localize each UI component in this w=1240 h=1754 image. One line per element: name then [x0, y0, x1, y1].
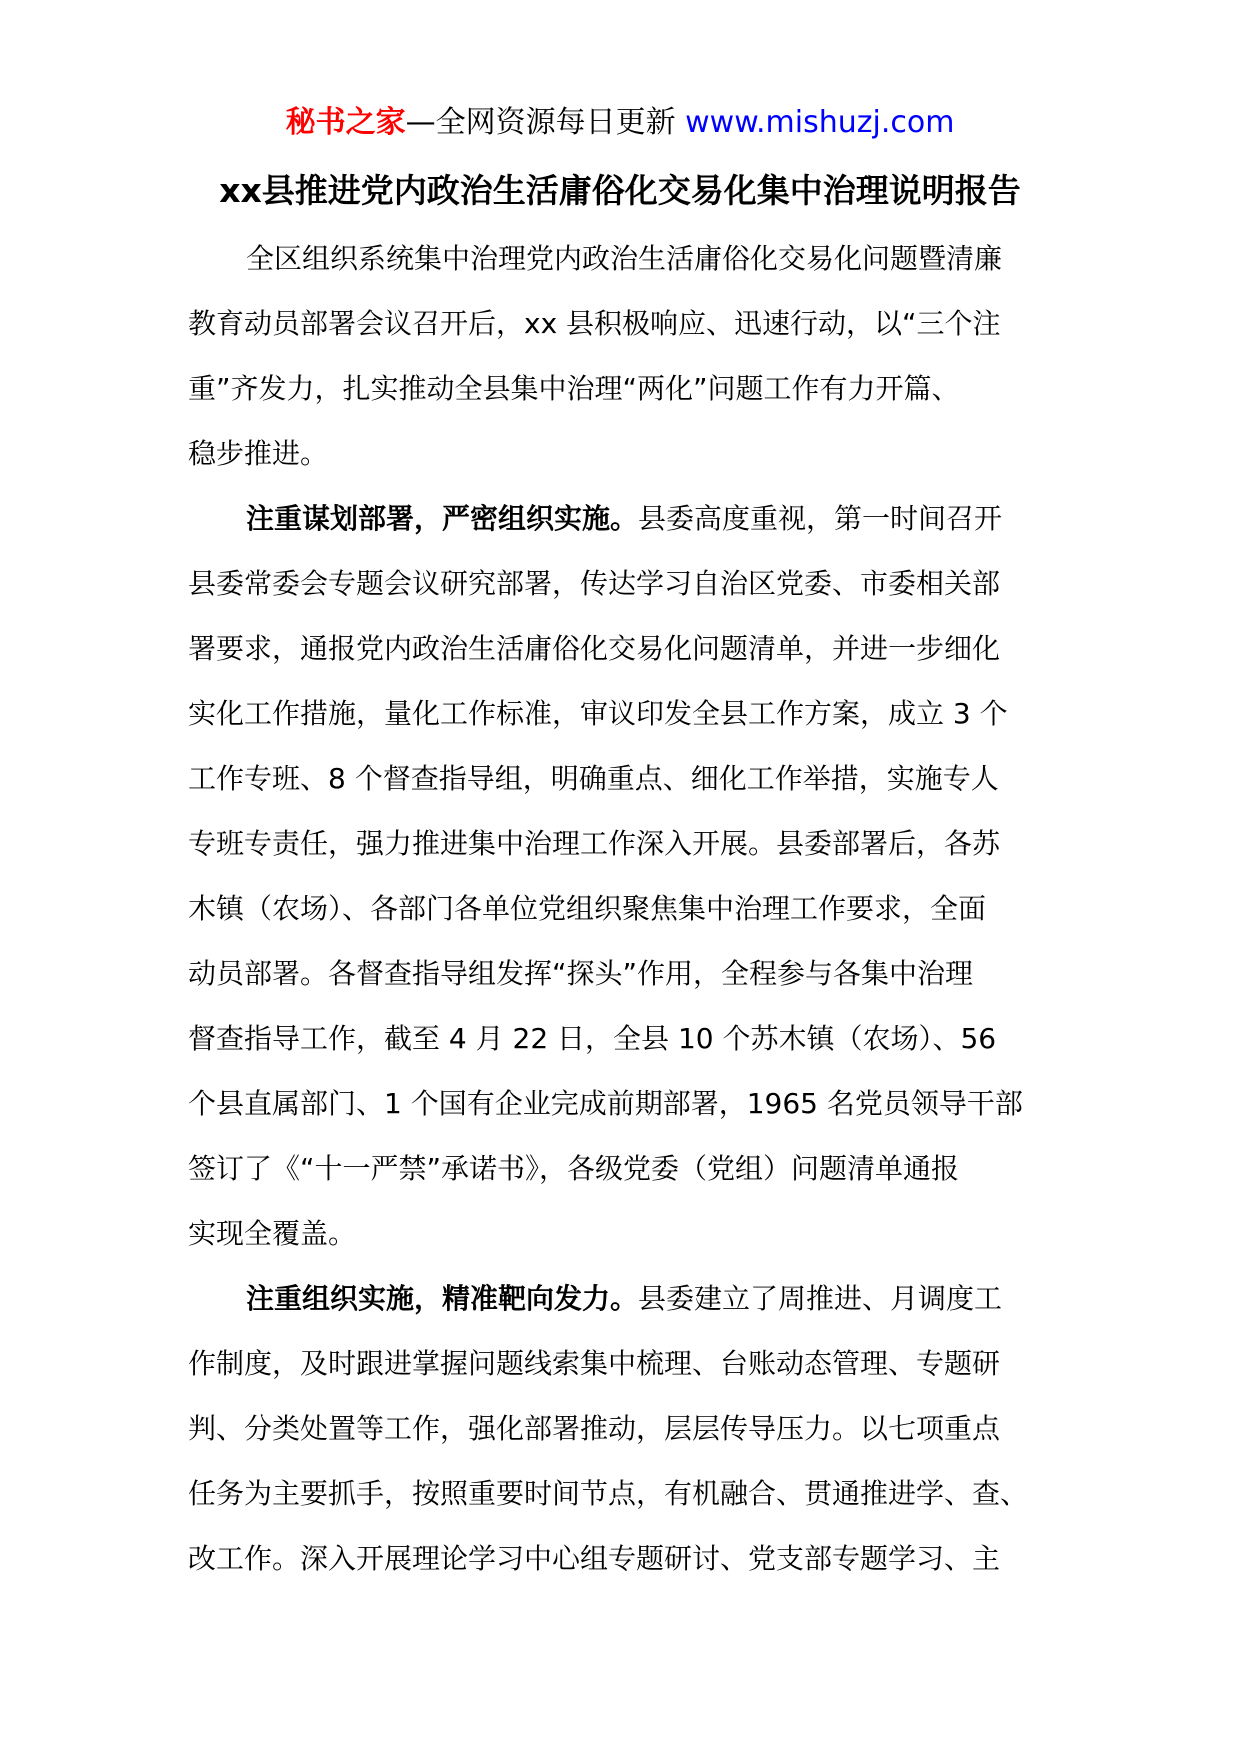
- paragraph-3-line-1-text: 县委建立了周推进、月调度工: [638, 1282, 1003, 1315]
- paragraph-3-line-2: 作制度，及时跟进掌握问题线索集中梳理、台账动态管理、专题研: [188, 1347, 1001, 1380]
- paragraph-2-lead: 注重谋划部署，严密组织实施。: [246, 502, 639, 535]
- site-url[interactable]: www.mishuzj.com: [685, 105, 955, 140]
- paragraph-3-line-1: [188, 1266, 1070, 1331]
- paragraph-2-line-11: 签订了《“十一严禁”承诺书》，各级党委（党组）问题清单通报: [188, 1152, 960, 1185]
- paragraph-2-line-12: 实现全覆盖。: [188, 1217, 357, 1250]
- paragraph-2-line-10: 个县直属部门、1 个国有企业完成前期部署，1965 名党员领导干部: [188, 1087, 1023, 1120]
- paragraph-2-line-1: [188, 486, 1070, 551]
- paragraph-2-line-1-text: 县委高度重视，第一时间召开: [638, 502, 1003, 535]
- paragraph-3-lead: 注重组织实施，精准靶向发力。: [246, 1282, 639, 1315]
- paragraph-2-line-6: 专班专责任，强力推进集中治理工作深入开展。县委部署后，各苏: [188, 827, 1001, 860]
- paragraph-2-line-9: 督查指导工作，截至 4 月 22 日，全县 10 个苏木镇（农场）、56: [188, 1022, 997, 1055]
- header-tagline: —全网资源每日更新: [405, 105, 686, 140]
- paragraph-2-line-5: 工作专班、8 个督查指导组，明确重点、细化工作举措，实施专人: [188, 762, 999, 795]
- brand-name: 秘书之家: [285, 105, 406, 140]
- paragraph-1-line-1: 全区组织系统集中治理党内政治生活庸俗化交易化问题暨清廉: [246, 242, 1003, 275]
- paragraph-2-line-4: 实化工作措施，量化工作标准，审议印发全县工作方案，成立 3 个: [188, 697, 1008, 730]
- paragraph-3-line-4: 任务为主要抓手，按照重要时间节点，有机融合、贯通推进学、查、: [188, 1477, 1029, 1510]
- paragraph-2-line-3: 署要求，通报党内政治生活庸俗化交易化问题清单，并进一步细化: [188, 632, 1001, 665]
- paragraph-3-line-5: 改工作。深入开展理论学习中心组专题研讨、党支部专题学习、主: [188, 1542, 1001, 1575]
- paragraph-1-line-4: 稳步推进。: [188, 437, 329, 470]
- document-title: xx县推进党内政治生活庸俗化交易化集中治理说明报告: [219, 171, 1021, 210]
- paragraph-1-line-2: 教育动员部署会议召开后，xx 县积极响应、迅速行动，以“三个注: [188, 307, 1001, 340]
- document-body: [188, 226, 1070, 1591]
- paragraph-2-line-7: 木镇（农场）、各部门各单位党组织聚焦集中治理工作要求，全面: [188, 892, 987, 925]
- paragraph-3-line-3: 判、分类处置等工作，强化部署推动，层层传导压力。以七项重点: [188, 1412, 1001, 1445]
- paragraph-2-line-2: 县委常委会专题会议研究部署，传达学习自治区党委、市委相关部: [188, 567, 1001, 600]
- paragraph-2-line-8: 动员部署。各督查指导组发挥“探头”作用，全程参与各集中治理: [188, 957, 974, 990]
- paragraph-1-line-3: 重”齐发力，扎实推动全县集中治理“两化”问题工作有力开篇、: [188, 372, 960, 405]
- site-header: [0, 98, 1240, 148]
